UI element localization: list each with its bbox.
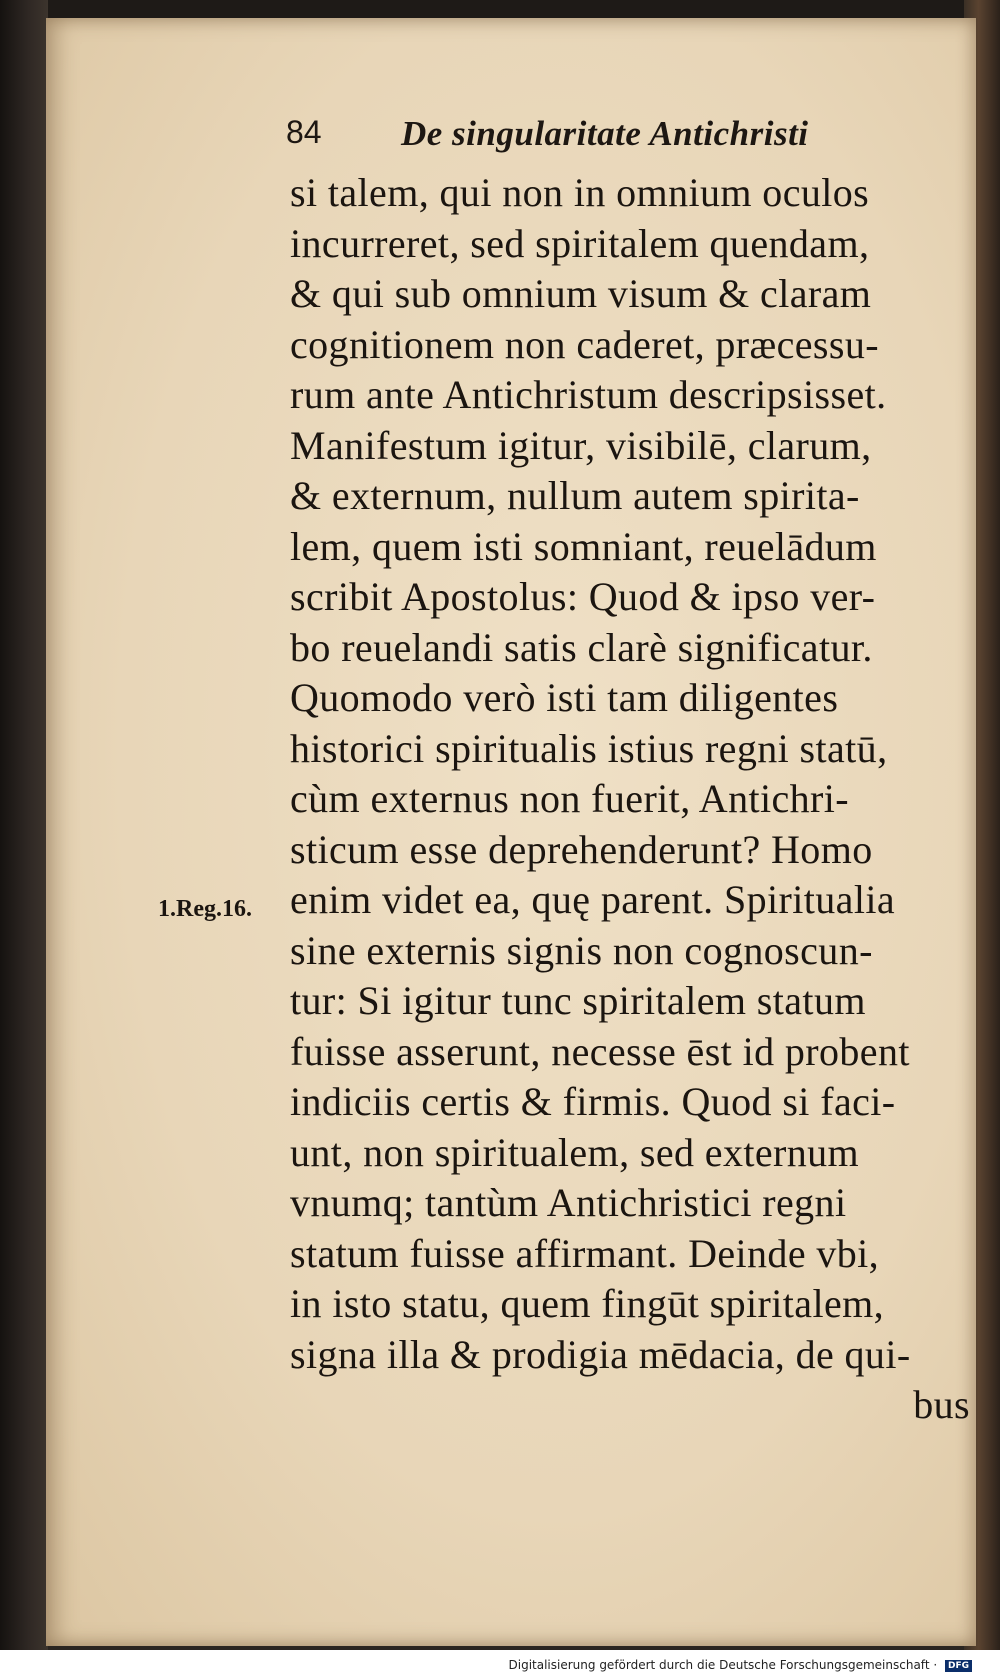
text-line: in isto statu, quem fingūt spiritalem, <box>290 1281 885 1326</box>
credit-text: Digitalisierung gefördert durch die Deutsche Forschungsgemeinschaft · <box>508 1658 938 1672</box>
text-line: signa illa & prodigia mēdacia, de qui- <box>290 1331 911 1377</box>
text-line: historici spiritualis istius regni statū, <box>290 725 888 771</box>
book-page <box>46 18 976 1646</box>
text-line: rum ante Antichristum descripsisset. <box>290 372 887 417</box>
text-line: unt, non spiritualem, sed externum <box>290 1129 860 1175</box>
digitization-credit <box>509 1658 972 1672</box>
marginal-note: 1.Reg.16. <box>158 896 252 922</box>
text-line: indiciis certis & firmis. Quod si faci- <box>290 1079 896 1124</box>
text-line: Quomodo verò isti tam diligentes <box>290 675 839 720</box>
text-line: cùm externus non fuerit, Antichri- <box>290 776 850 821</box>
text-line: cognitionem non caderet, præcessu- <box>290 321 879 367</box>
text-line: sine externis signis non cognoscun- <box>290 927 873 973</box>
running-title: De singularitate Antichristi <box>401 114 809 153</box>
dfg-logo: DFG <box>945 1660 972 1672</box>
page-header <box>286 114 846 158</box>
text-line: & externum, nullum autem spirita- <box>290 473 860 518</box>
text-line: bo reuelandi satis clarè significatur. <box>290 624 873 670</box>
text-line: fuisse asserunt, necesse ēst id probent <box>290 1028 910 1074</box>
text-line: lem, quem isti somniant, reuelādum <box>290 523 877 569</box>
text-line: vnumq; tantùm Antichristici regni <box>290 1180 847 1225</box>
text-line: Manifestum igitur, visibilē, clarum, <box>290 422 872 468</box>
book-top-edge <box>0 0 1000 18</box>
text-line: si talem, qui non in omnium oculos <box>290 170 870 215</box>
text-line: statum fuisse affirmant. Deinde vbi, <box>290 1230 880 1276</box>
text-line: incurreret, sed spiritalem quendam, <box>290 220 870 266</box>
text-line: enim videt ea, quę parent. Spiritualia <box>290 877 896 922</box>
body-text <box>290 168 970 1431</box>
book-binding-left <box>0 0 48 1650</box>
catchword: bus <box>913 1382 970 1427</box>
text-line: & qui sub omnium visum & claram <box>290 271 872 316</box>
page-number: 84 <box>286 114 322 150</box>
text-line: scribit Apostolus: Quod & ipso ver- <box>290 574 876 619</box>
text-line: tur: Si igitur tunc spiritalem statum <box>290 978 866 1023</box>
text-line: sticum esse deprehenderunt? Homo <box>290 826 873 872</box>
